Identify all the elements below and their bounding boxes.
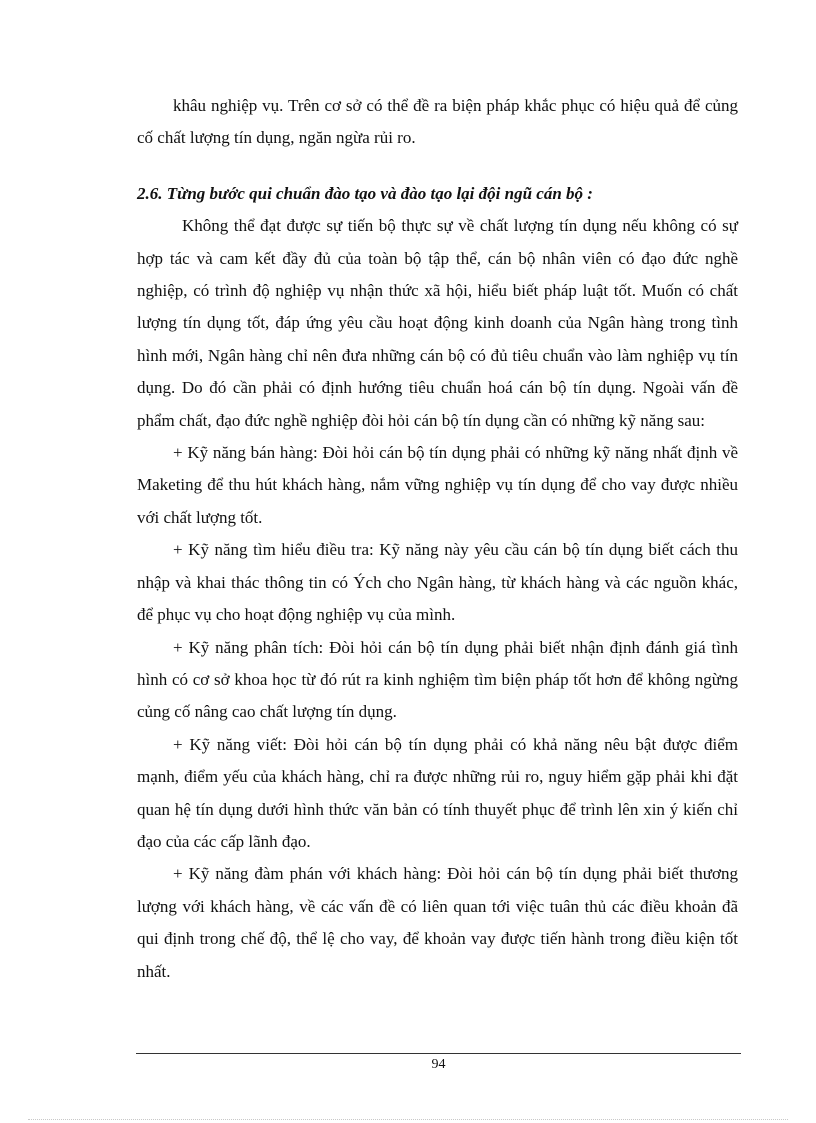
page-bottom-dotted-edge [28, 1119, 788, 1120]
paragraph-intro: Không thể đạt được sự tiến bộ thực sự về chất lượng tín dụng nếu không có sự hợp tác và cam kết đầy đủ của toàn bộ tập thể, cán bộ nhân viên có đạo đức nghề nghiệp, có trình độ nghiệp vụ nhận thức xã hội, hiểu biết pháp luật tốt. Muốn có chất lượng tín dụng tốt, đáp ứng yêu cầu hoạt động kinh doanh của Ngân hàng trong tình hình mới, Ngân hàng chỉ nên đưa những cán bộ có đủ tiêu chuẩn vào làm nghiệp vụ tín dụng. Do đó cần phải có định hướng tiêu chuẩn hoá cán bộ tín dụng. Ngoài vấn đề phẩm chất, đạo đức nghề nghiệp đòi hỏi cán bộ tín dụng cần có những kỹ năng sau: [137, 216, 738, 430]
page-number: 94 [431, 1057, 446, 1072]
document-body [137, 90, 738, 988]
paragraph-sales-skill: + Kỹ năng bán hàng: Đòi hỏi cán bộ tín dụng phải có những kỹ năng nhất định về Maketing để thu hút khách hàng, nắm vững nghiệp vụ tín dụng để cho vay được nhiều với chất lượng tốt. [137, 443, 738, 527]
section-heading: 2.6. Từng bước qui chuẩn đào tạo và đào tạo lại đội ngũ cán bộ : [137, 183, 593, 203]
paragraph-writing-skill: + Kỹ năng viết: Đòi hỏi cán bộ tín dụng phải có khả năng nêu bật được điểm mạnh, điểm yếu của khách hàng, chỉ ra được những rủi ro, nguy hiểm gặp phải khi đặt quan hệ tín dụng dưới hình thức văn bản có tính thuyết phục để trình lên xin ý kiến chỉ đạo của các cấp lãnh đạo. [137, 734, 738, 851]
paragraph-negotiation-skill: + Kỹ năng đàm phán với khách hàng: Đòi hỏi cán bộ tín dụng phải biết thương lượng với khách hàng, về các vấn đề có liên quan tới việc tuân thủ các điều khoản đã qui định trong chế độ, thể lệ cho vay, để khoản vay được tiến hành trong điều kiện tốt nhất. [137, 864, 738, 981]
paragraph-continuation: khâu nghiệp vụ. Trên cơ sở có thể đề ra biện pháp khắc phục có hiệu quả để củng cố chất lượng tín dụng, ngăn ngừa rủi ro. [137, 96, 738, 148]
footer-divider [136, 1053, 741, 1054]
paragraph-investigation-skill: + Kỹ năng tìm hiểu điều tra: Kỹ năng này yêu cầu cán bộ tín dụng biết cách thu nhập và khai thác thông tin có Ých cho Ngân hàng, từ khách hàng và các nguồn khác, để phục vụ cho hoạt động nghiệp vụ của mình. [137, 540, 738, 625]
paragraph-analysis-skill: + Kỹ năng phân tích: Đòi hỏi cán bộ tín dụng phải biết nhận định đánh giá tình hình có cơ sở khoa học từ đó rút ra kinh nghiệm tìm biện pháp tốt hơn để không ngừng củng cố nâng cao chất lượng tín dụng. [137, 637, 738, 722]
